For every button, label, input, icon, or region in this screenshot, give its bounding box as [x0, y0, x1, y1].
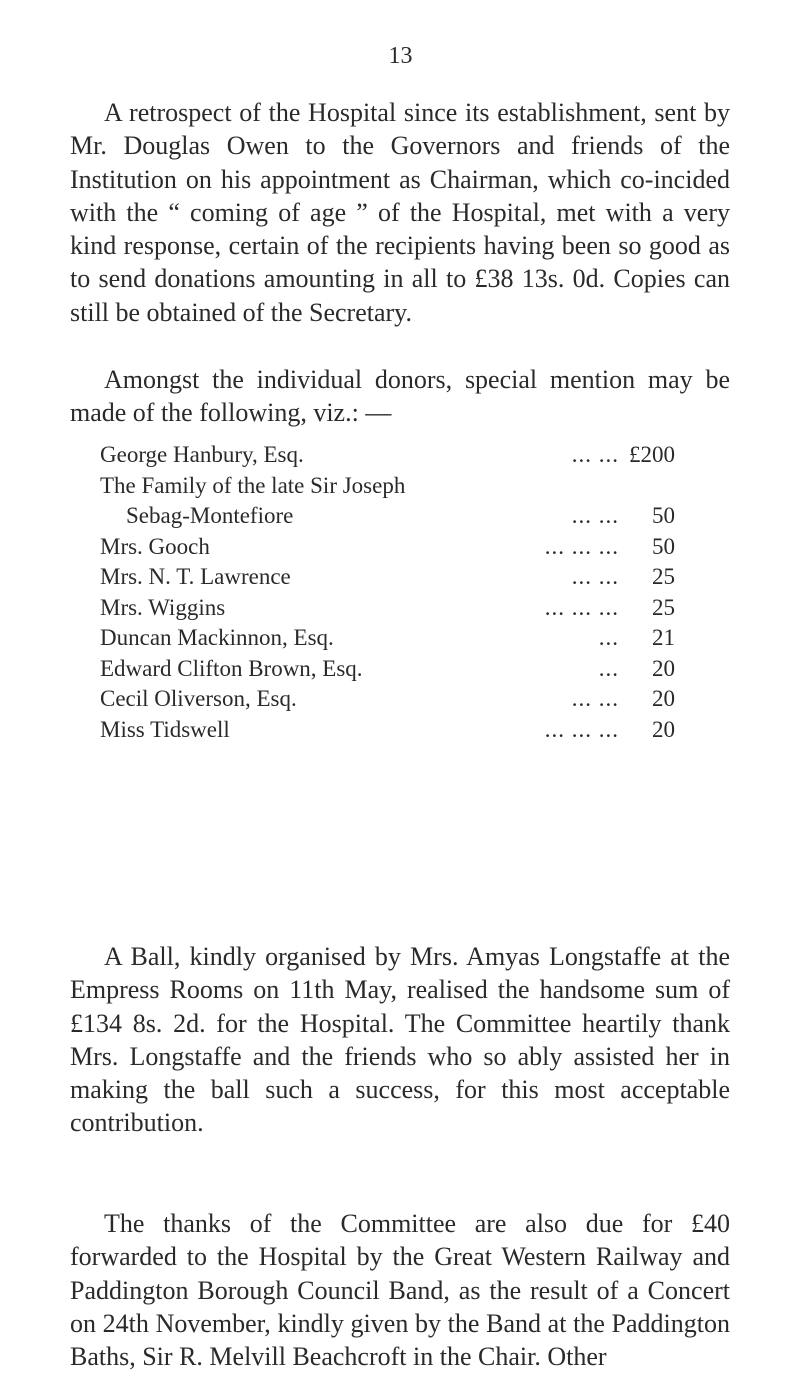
donor-amount: 20 — [652, 716, 675, 742]
donor-name: Cecil Oliverson, Esq. — [100, 686, 297, 711]
donor-name: Mrs. Wiggins — [100, 594, 226, 620]
donor-name: Sebag-Montefiore — [126, 503, 294, 528]
donors-intro-paragraph: Amongst the individual donors, special mention may be made of the following, viz.: — — [70, 365, 730, 428]
donor-amount: 21 — [652, 625, 675, 650]
ball-paragraph: A Ball, kindly organised by Mrs. Amyas Longstaffe at the Empress Rooms on 11th May, realised the handsome sum of £134 8s. 2d. for the Hospital. The Committee heartily thank Mrs. Longstaffe and the friends who so ably assisted her in making the ball such a success, for this most acceptable contribution. — [70, 942, 730, 1138]
donor-leader-dots: ... ... ... — [544, 716, 619, 742]
donor-leader-dots: ... ... ... — [544, 594, 619, 620]
donor-row — [100, 532, 675, 563]
donor-leader-dots: ... ... — [571, 564, 619, 589]
page-number: 13 — [388, 43, 413, 69]
donor-row — [100, 562, 675, 593]
donor-leader-dots: ... — [598, 625, 619, 650]
donor-leader-dots: ... ... — [571, 686, 619, 711]
donor-row — [100, 440, 675, 471]
donor-leader-dots: ... ... — [571, 503, 619, 528]
donor-leader-dots: ... ... — [571, 442, 619, 467]
donor-name: The Family of the late Sir Joseph — [100, 472, 406, 498]
donor-row — [100, 471, 675, 502]
retrospect-paragraph: A retrospect of the Hospital since its establishment, sent by Mr. Douglas Owen to the Governors and friends of the Institution on his appointment as Chairman, which co-incided with the “ coming of age ” of the Hospital, met with a very kind response, certain of the recipients having been so good as to send donations amounting in all to £38 13s. 0d. Copies can still be obtained of the Secretary. — [70, 98, 730, 327]
donor-list — [100, 440, 675, 745]
donor-amount: 25 — [652, 594, 675, 620]
donor-leader-dots: ... — [598, 655, 619, 681]
donor-row — [100, 684, 675, 715]
donor-name: George Hanbury, Esq. — [100, 442, 304, 467]
donor-row — [100, 501, 675, 532]
donor-amount: 20 — [652, 655, 675, 681]
concert-paragraph: The thanks of the Committee are also due for £40 forwarded to the Hospital by the Great Western Railway and Paddington Borough Council Band, as the result of a Concert on 24th November, kindly given by the Band at the Paddington Baths, Sir R. Melvill Beachcroft in the Chair. Other — [70, 1209, 730, 1372]
donor-amount: 25 — [652, 564, 675, 589]
donor-amount: 50 — [652, 503, 675, 528]
donor-row — [100, 654, 675, 685]
donor-amount: 50 — [652, 533, 675, 559]
donor-amount: £200 — [629, 442, 675, 467]
donor-row — [100, 593, 675, 624]
donor-name: Mrs. N. T. Lawrence — [100, 564, 291, 589]
donor-name: Duncan Mackinnon, Esq. — [100, 625, 334, 650]
donor-amount: 20 — [652, 686, 675, 711]
donor-row — [100, 715, 675, 746]
donor-row — [100, 623, 675, 654]
donor-leader-dots: ... ... ... — [544, 533, 619, 559]
donor-name: Mrs. Gooch — [100, 533, 210, 559]
donor-name: Edward Clifton Brown, Esq. — [100, 655, 363, 681]
donor-name: Miss Tidswell — [100, 716, 230, 742]
